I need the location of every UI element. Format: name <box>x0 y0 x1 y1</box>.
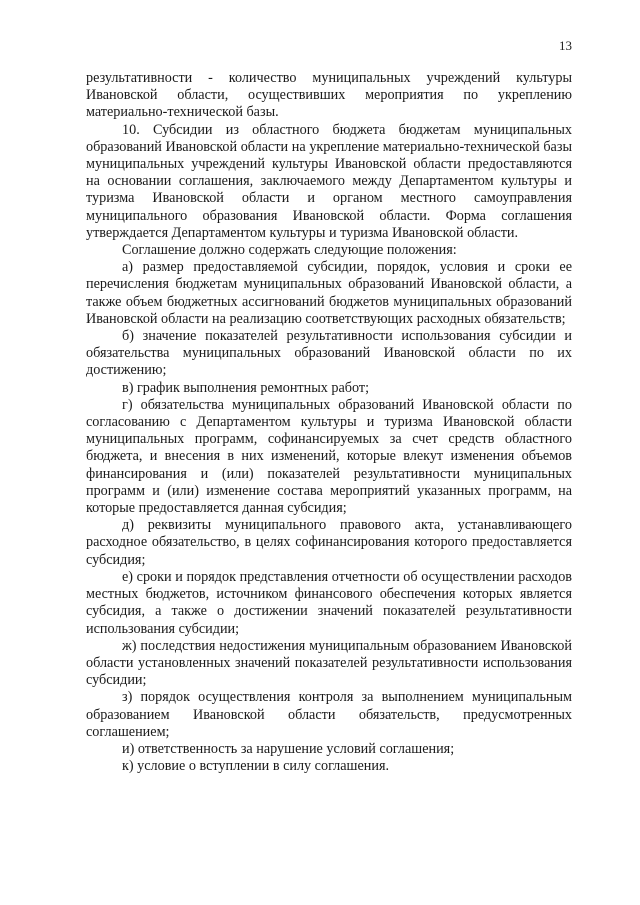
paragraph-item-k: к) условие о вступлении в силу соглашения. <box>122 758 390 775</box>
paragraph-item-d: д) реквизиты муниципального правового акта, устанавливающего расходное обязательство, в целях софинансирования которого предоставляется субсидия; <box>86 517 572 568</box>
paragraph-item-b: б) значение показателей результативности использования субсидии и обязательства муниципальных образований Ивановской области по их достижению; <box>86 328 572 379</box>
paragraph-continuation: результативности - количество муниципальных учреждений культуры Ивановской области, осуществивших мероприятия по укреплению материально-технической базы. <box>86 70 572 121</box>
paragraph-item-v: в) график выполнения ремонтных работ; <box>122 379 370 396</box>
paragraph-item-i: и) ответственность за нарушение условий соглашения; <box>122 740 455 757</box>
paragraph-item-g: г) обязательства муниципальных образований Ивановской области по согласованию с Департаментом культуры и туризма Ивановской области муниципальных программ, софинансируемых за счет средств областного бюджета, и внесения в них изменений, которые влекут изменения объемов финансирования и (или) показателей результативности муниципальных программ и (или) изменение состава мероприятий указанных программ, на которые предоставляется данная субсидия; <box>86 396 572 517</box>
document-body <box>86 70 572 775</box>
paragraph-item-a: а) размер предоставляемой субсидии, порядок, условия и сроки ее перечисления бюджетам муниципальных образований Ивановской области, а также объем бюджетных ассигнований бюджетов муниципальных образований Ивановской области на реализацию соответствующих расходных обязательств; <box>86 259 572 327</box>
paragraph-item-z: з) порядок осуществления контроля за выполнением муниципальным образованием Ивановской области обязательств, предусмотренных соглашением; <box>86 689 572 740</box>
paragraph-agreement-intro: Соглашение должно содержать следующие положения: <box>122 242 457 259</box>
paragraph-item-zh: ж) последствия недостижения муниципальным образованием Ивановской области установленных значений показателей результативности использования субсидии; <box>86 637 572 689</box>
paragraph-item-e: е) сроки и порядок представления отчетности об осуществлении расходов местных бюджетов, источником финансового обеспечения которых является субсидия, а также о достижении значений показателей результативности использования субсидии; <box>86 568 572 637</box>
page-number: 13 <box>559 38 572 53</box>
paragraph-item-10: 10. Субсидии из областного бюджета бюджетам муниципальных образований Ивановской области на укрепление материально-технической базы муниципальных учреждений культуры Ивановской области предоставляются на основании соглашения, заключаемого между Департаментом культуры и туризма Ивановской области и органом местного самоуправления муниципального образования Ивановской области. Форма соглашения утверждается Департаментом культуры и туризма Ивановской области. <box>86 121 572 241</box>
